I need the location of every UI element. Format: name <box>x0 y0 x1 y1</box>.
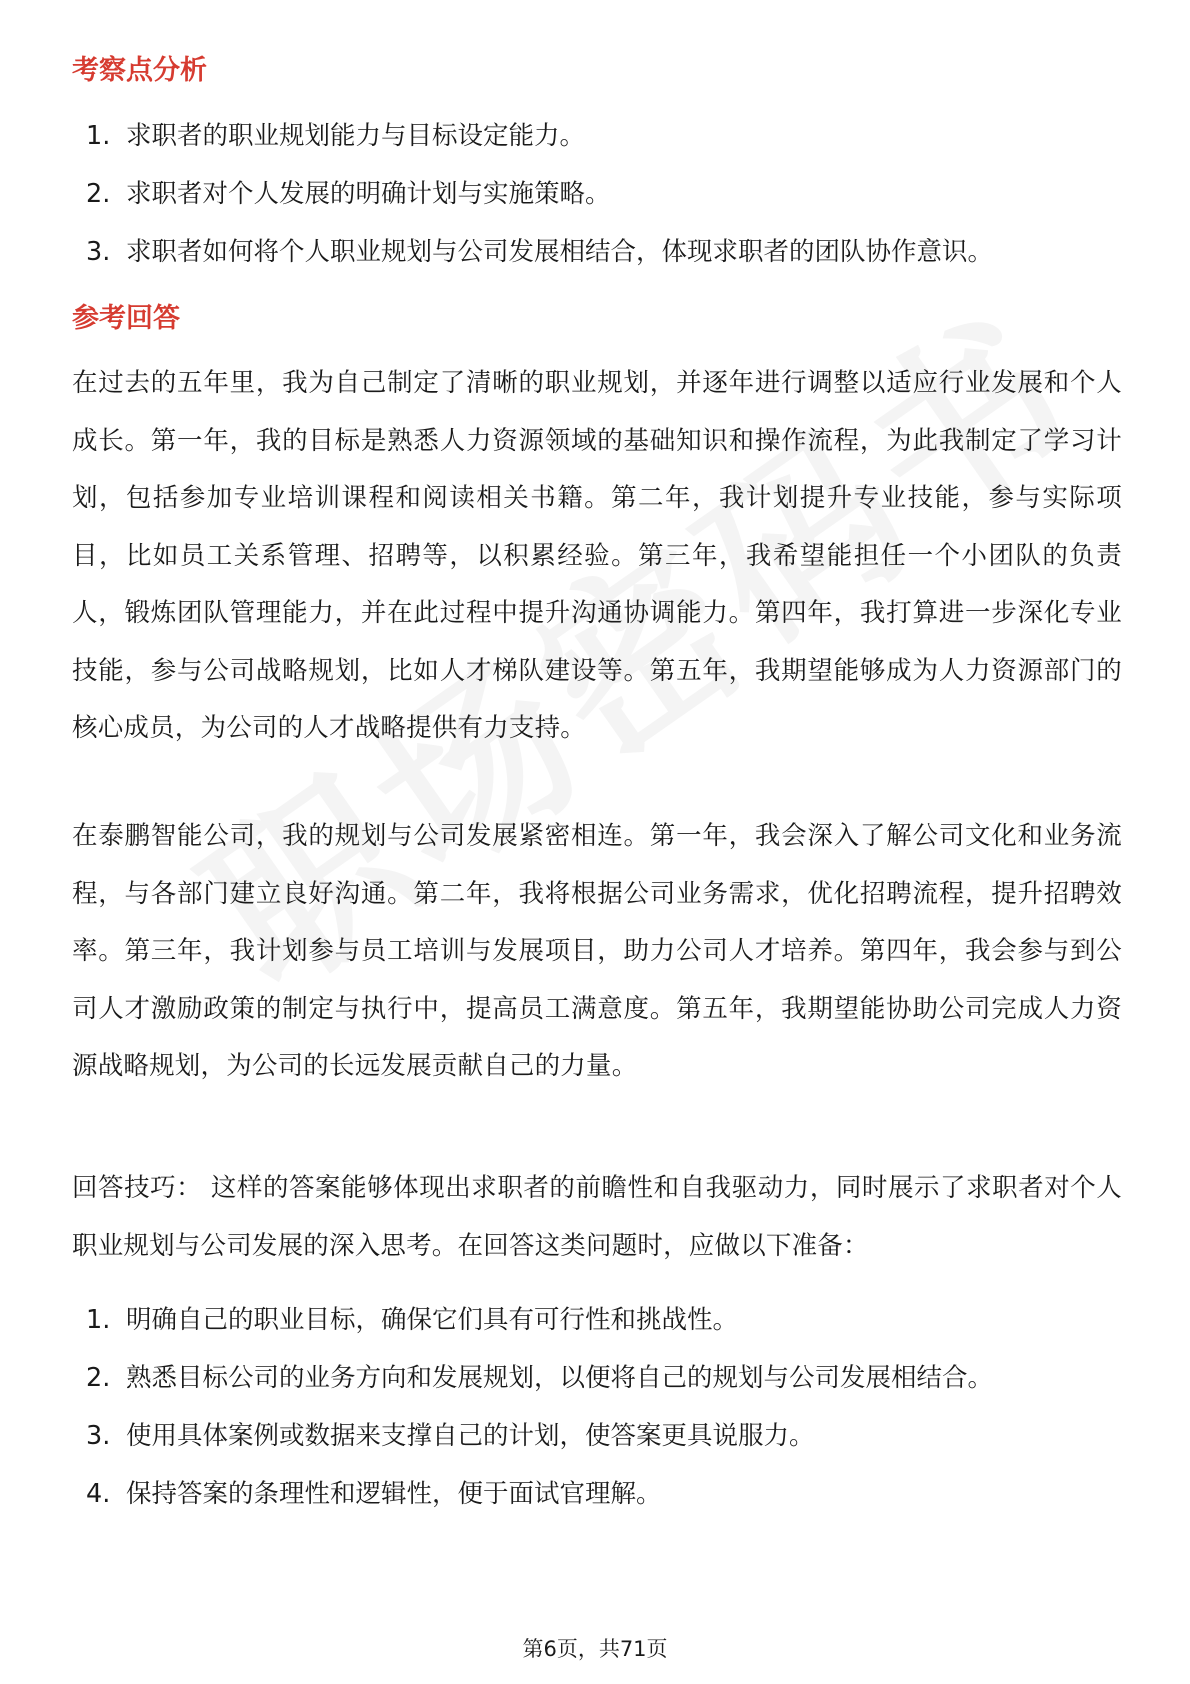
list-text: 求职者的职业规划能力与目标设定能力。 <box>126 121 586 151</box>
section-heading-analysis: 考察点分析 <box>72 55 207 86</box>
page-number-footer: 第6页，共71页 <box>522 1637 668 1661</box>
list-item <box>72 1291 1122 1349</box>
list-number: 4. <box>86 1479 111 1509</box>
list-number: 3. <box>86 237 111 267</box>
list-text: 求职者如何将个人职业规划与公司发展相结合，体现求职者的团队协作意识。 <box>126 237 994 267</box>
answer-paragraph-1: 在过去的五年里，我为自己制定了清晰的职业规划，并逐年进行调整以适应行业发展和个人成长。第一年，我的目标是熟悉人力资源领域的基础知识和操作流程，为此我制定了学习计划，包括参加专业培训课程和阅读相关书籍。第二年，我计划提升专业技能，参与实际项目，比如员工关系管理、招聘等，以积累经验。第三年，我希望能担任一个小团队的负责人，锻炼团队管理能力，并在此过程中提升沟通协调能力。第四年，我打算进一步深化专业技能，参与公司战略规划，比如人才梯队建设等。第五年，我期望能够成为人力资源部门的核心成员，为公司的人才战略提供有力支持。 <box>72 368 1122 743</box>
list-text: 求职者对个人发展的明确计划与实施策略。 <box>126 179 611 209</box>
tips-list <box>72 1291 1122 1523</box>
list-number: 3. <box>86 1421 111 1451</box>
list-text: 使用具体案例或数据来支撑自己的计划，使答案更具说服力。 <box>126 1421 815 1451</box>
list-item <box>72 107 1122 165</box>
list-text: 熟悉目标公司的业务方向和发展规划，以便将自己的规划与公司发展相结合。 <box>126 1363 994 1393</box>
answer-paragraph-2: 在泰鹏智能公司，我的规划与公司发展紧密相连。第一年，我会深入了解公司文化和业务流程，与各部门建立良好沟通。第二年，我将根据公司业务需求，优化招聘流程，提升招聘效率。第三年，我计划参与员工培训与发展项目，助力公司人才培养。第四年，我会参与到公司人才激励政策的制定与执行中，提高员工满意度。第五年，我期望能协助公司完成人力资源战略规划，为公司的长远发展贡献自己的力量。 <box>72 821 1122 1081</box>
section-heading-answer: 参考回答 <box>72 303 180 334</box>
list-number: 2. <box>86 1363 111 1393</box>
list-item <box>72 223 1122 281</box>
list-item <box>72 1349 1122 1407</box>
list-item <box>72 1465 1122 1523</box>
list-text: 明确自己的职业目标，确保它们具有可行性和挑战性。 <box>126 1305 739 1335</box>
list-text: 保持答案的条理性和逻辑性，便于面试官理解。 <box>126 1479 662 1509</box>
list-number: 1. <box>86 1305 111 1335</box>
list-number: 1. <box>86 121 111 151</box>
answer-tips-intro: 回答技巧： 这样的答案能够体现出求职者的前瞻性和自我驱动力，同时展示了求职者对个人职业规划与公司发展的深入思考。在回答这类问题时，应做以下准备： <box>72 1173 1122 1261</box>
list-item <box>72 165 1122 223</box>
list-number: 2. <box>86 179 111 209</box>
analysis-list <box>72 107 1122 281</box>
list-item <box>72 1407 1122 1465</box>
